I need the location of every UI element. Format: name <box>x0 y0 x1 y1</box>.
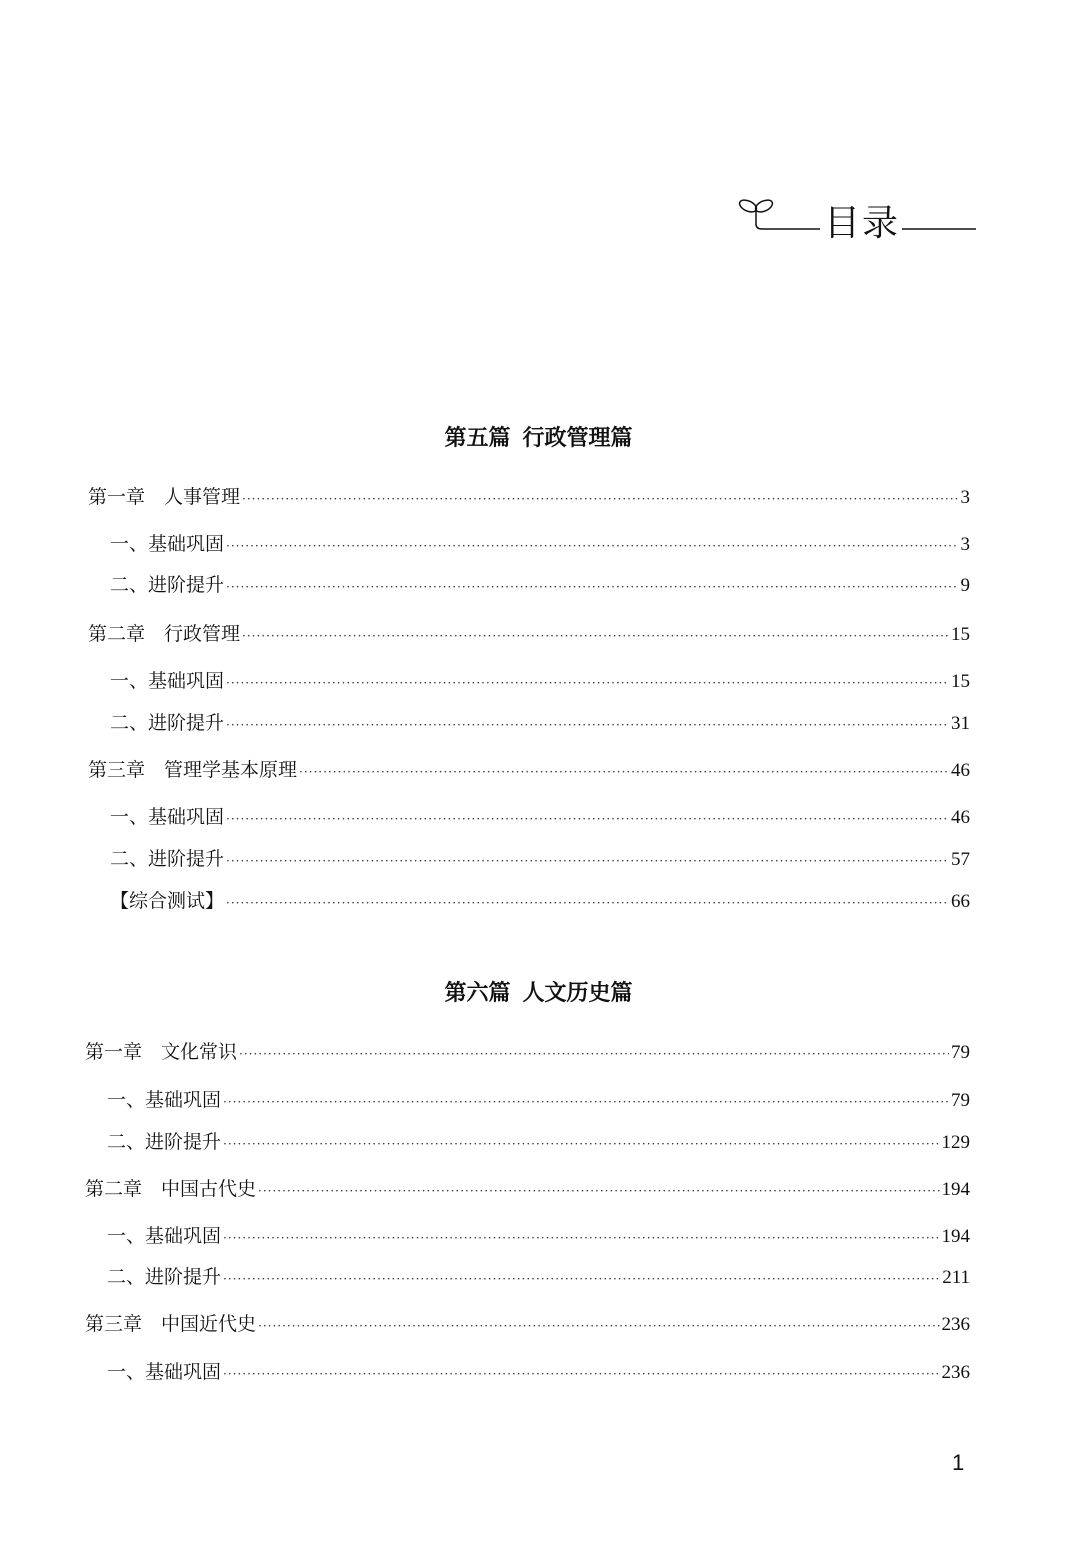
entry-page: 79 <box>951 1090 970 1111</box>
entry-page: 194 <box>941 1179 970 1200</box>
entry-label: 第三章 管理学基本原理 <box>88 759 298 781</box>
part-title <box>0 424 1077 452</box>
entry-page: 31 <box>951 713 970 734</box>
part-name: 行政管理篇 <box>522 425 633 451</box>
entry-page: 46 <box>951 807 970 828</box>
toc-section-entry[interactable] <box>110 846 970 874</box>
dot-leader <box>242 486 958 512</box>
entry-page: 9 <box>960 575 970 596</box>
entry-page: 3 <box>960 487 970 508</box>
toc-title: 目录 <box>824 203 901 244</box>
dot-leader <box>242 623 949 649</box>
entry-page: 15 <box>951 624 970 645</box>
part-title <box>0 979 1077 1007</box>
dot-leader <box>226 670 949 696</box>
entry-label: 第一章 文化常识 <box>85 1041 238 1063</box>
entry-label: 一、基础巩固 <box>110 806 225 828</box>
entry-page: 194 <box>941 1226 970 1247</box>
entry-page: 211 <box>942 1267 970 1288</box>
entry-label: 二、进阶提升 <box>107 1266 222 1288</box>
dot-leader <box>239 1041 949 1067</box>
entry-page: 129 <box>941 1132 970 1153</box>
dot-leader <box>223 1266 940 1292</box>
toc-section-entry[interactable] <box>107 1264 970 1292</box>
dot-leader <box>258 1313 939 1339</box>
entry-label: 第二章 行政管理 <box>88 623 241 645</box>
entry-page: 3 <box>960 534 970 555</box>
entry-label: 第一章 人事管理 <box>88 486 241 508</box>
entry-label: 一、基础巩固 <box>107 1089 222 1111</box>
entry-label: 一、基础巩固 <box>107 1361 222 1383</box>
entry-page: 15 <box>951 671 970 692</box>
toc-chapter-entry[interactable] <box>85 1311 970 1339</box>
toc-section-entry[interactable] <box>107 1359 970 1387</box>
dot-leader <box>226 533 958 559</box>
dot-leader <box>226 712 949 738</box>
toc-header <box>736 196 976 252</box>
entry-label: 二、进阶提升 <box>107 1131 222 1153</box>
toc-section-entry[interactable] <box>107 1223 970 1251</box>
entry-label: 【综合测试】 <box>110 890 225 912</box>
toc-section-entry[interactable] <box>110 668 970 696</box>
dot-leader <box>223 1225 939 1251</box>
entry-page: 66 <box>951 891 970 912</box>
entry-page: 46 <box>951 760 970 781</box>
entry-label: 二、进阶提升 <box>110 574 225 596</box>
dot-leader <box>226 848 949 874</box>
entry-label: 一、基础巩固 <box>107 1225 222 1247</box>
dot-leader <box>299 759 949 785</box>
entry-page: 79 <box>951 1042 970 1063</box>
dot-leader <box>223 1131 939 1157</box>
toc-section-entry[interactable] <box>107 1129 970 1157</box>
toc-section-entry[interactable] <box>110 710 970 738</box>
page-number: 1 <box>952 1450 965 1475</box>
toc-chapter-entry[interactable] <box>88 484 970 512</box>
toc-chapter-entry[interactable] <box>88 621 970 649</box>
entry-label: 一、基础巩固 <box>110 670 225 692</box>
toc-section-entry[interactable] <box>107 1087 970 1115</box>
part-number: 第五篇 <box>444 425 511 451</box>
toc-section-entry[interactable] <box>110 804 970 832</box>
entry-label: 二、进阶提升 <box>110 712 225 734</box>
entry-page: 236 <box>941 1314 970 1335</box>
entry-page: 236 <box>941 1362 970 1383</box>
part-name: 人文历史篇 <box>522 980 633 1006</box>
dot-leader <box>226 890 949 916</box>
dot-leader <box>226 574 958 600</box>
entry-label: 一、基础巩固 <box>110 533 225 555</box>
part-number: 第六篇 <box>444 980 511 1006</box>
toc-section-entry[interactable] <box>110 572 970 600</box>
entry-label: 二、进阶提升 <box>110 848 225 870</box>
dot-leader <box>226 806 949 832</box>
dot-leader <box>258 1178 939 1204</box>
entry-label: 第二章 中国古代史 <box>85 1178 257 1200</box>
toc-section-entry[interactable] <box>110 888 970 916</box>
toc-section-entry[interactable] <box>110 531 970 559</box>
toc-chapter-entry[interactable] <box>88 757 970 785</box>
entry-label: 第三章 中国近代史 <box>85 1313 257 1335</box>
entry-page: 57 <box>951 849 970 870</box>
dot-leader <box>223 1089 949 1115</box>
dot-leader <box>223 1361 939 1387</box>
toc-chapter-entry[interactable] <box>85 1039 970 1067</box>
toc-chapter-entry[interactable] <box>85 1176 970 1204</box>
